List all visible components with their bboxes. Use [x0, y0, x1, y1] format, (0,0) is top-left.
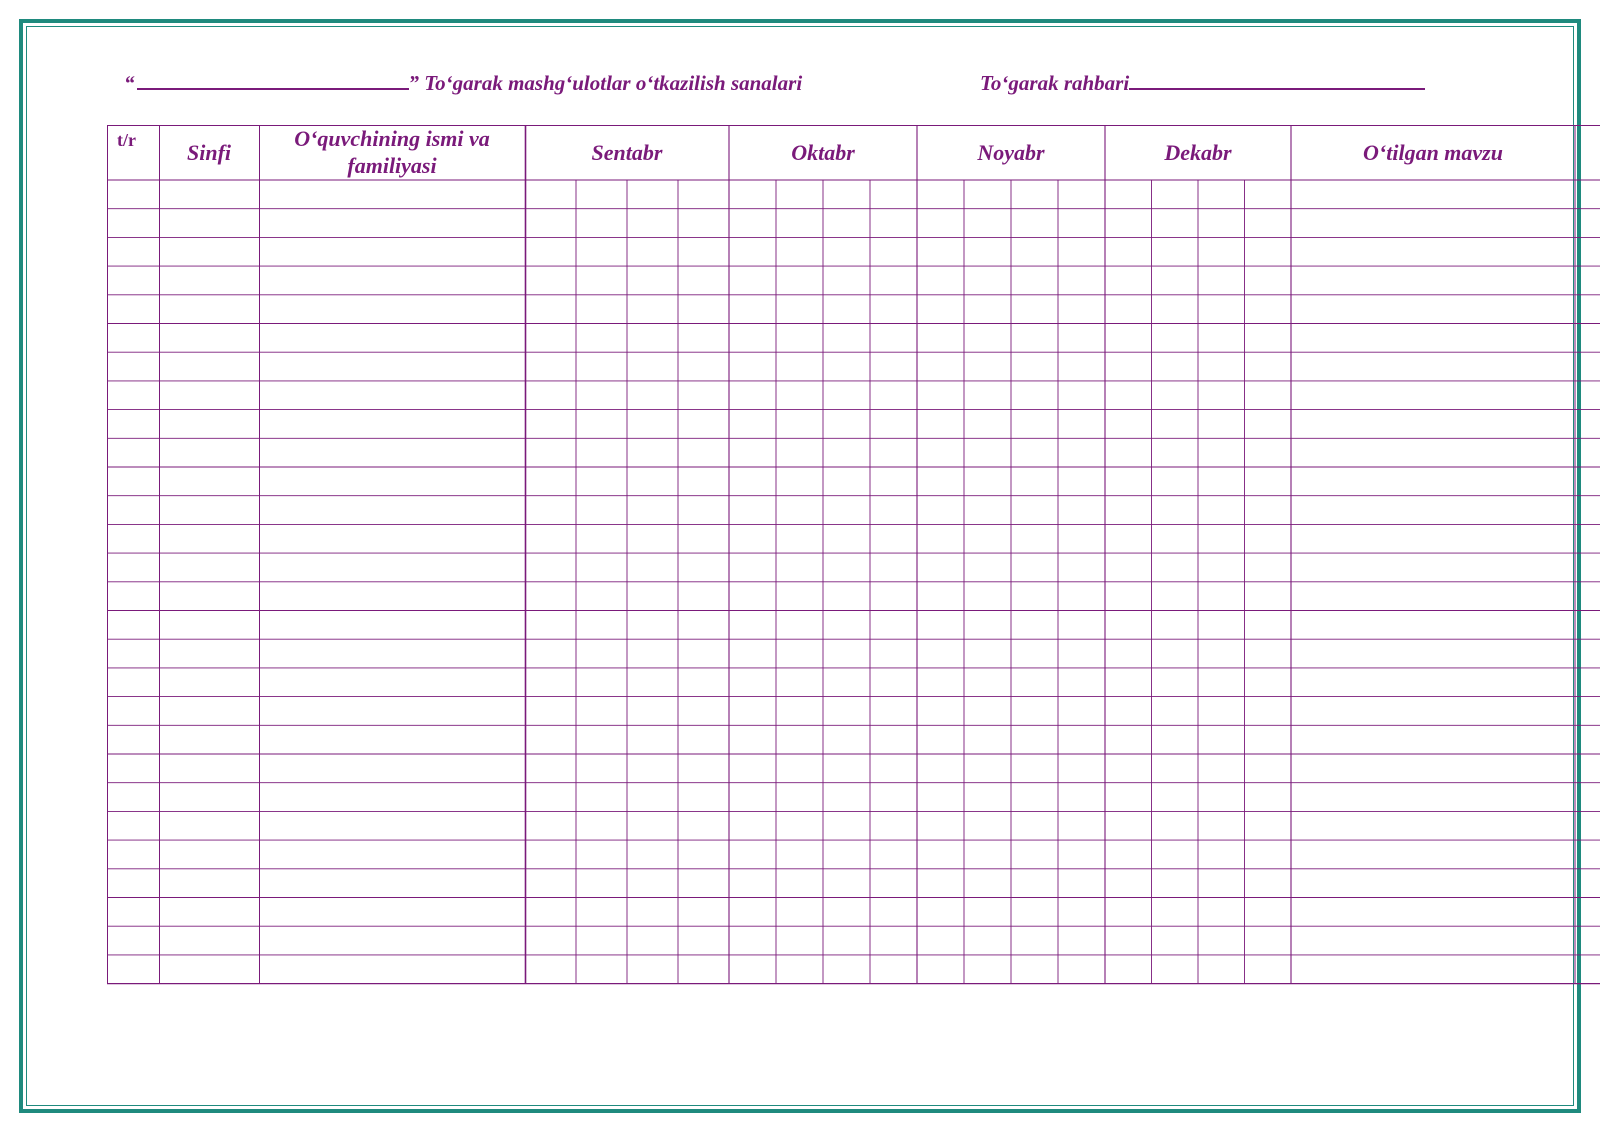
leader-label: To‘garak rahbari: [980, 71, 1130, 95]
col-header-month-1: Sentabr: [591, 140, 663, 165]
col-header-month-4: Dekabr: [1164, 140, 1232, 165]
col-header-month-2: Oktabr: [791, 140, 855, 165]
attendance-table: [107, 125, 1600, 1005]
form-title-line: [0, 68, 1600, 98]
col-header-student-name: O‘quvchining ismi va familiyasi: [294, 126, 490, 178]
col-header-index: t/r: [117, 130, 136, 150]
leader-field: [980, 68, 1425, 96]
club-title: [124, 68, 802, 96]
table-grid-lines: [107, 125, 1600, 1005]
col-header-topic: O‘tilgan mavzu: [1363, 140, 1503, 165]
open-quote: “: [124, 71, 135, 95]
col-header-month-3: Noyabr: [977, 140, 1045, 165]
leader-name-blank[interactable]: [1129, 68, 1425, 90]
col-header-class: Sinfi: [186, 140, 232, 165]
club-title-text: ” To‘garak mashg‘ulotlar o‘tkazilish sanalari: [408, 71, 803, 95]
club-name-blank[interactable]: [137, 68, 409, 90]
